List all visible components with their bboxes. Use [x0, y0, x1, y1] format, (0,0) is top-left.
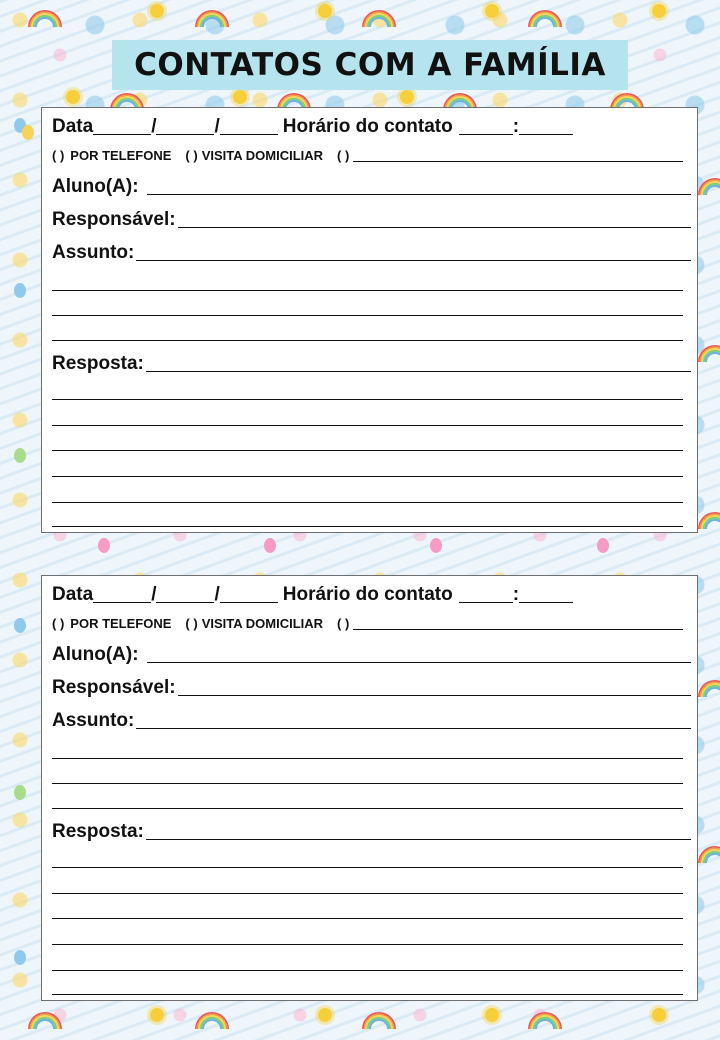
day-field[interactable] — [93, 134, 151, 135]
guardian-row — [52, 677, 691, 699]
time-separator: : — [512, 584, 520, 605]
date-time-row — [52, 116, 691, 138]
answer-line[interactable] — [52, 476, 683, 477]
sun-icon — [318, 4, 332, 18]
phone-option-label: POR TELEFONE — [70, 148, 172, 163]
date-separator: / — [214, 116, 220, 137]
subject-line[interactable] — [52, 758, 683, 759]
rainbow-icon — [528, 10, 562, 27]
sun-icon — [652, 1008, 666, 1022]
other-checkbox[interactable]: ( ) — [337, 616, 350, 631]
other-field[interactable] — [353, 161, 683, 162]
year-field[interactable] — [220, 602, 278, 603]
answer-line[interactable] — [52, 867, 683, 868]
minute-field[interactable] — [519, 134, 573, 135]
subject-line[interactable] — [52, 290, 683, 291]
balloon-icon — [264, 538, 276, 553]
sun-icon — [485, 4, 499, 18]
sun-icon — [66, 90, 80, 104]
sun-icon — [233, 90, 247, 104]
rainbow-icon — [362, 1012, 396, 1029]
balloon-icon — [98, 538, 110, 553]
subject-field[interactable] — [136, 260, 691, 261]
contact-type-row — [52, 148, 683, 163]
subject-label: Assunto: — [52, 710, 135, 731]
answer-field[interactable] — [146, 371, 691, 372]
student-field[interactable] — [147, 662, 691, 663]
subject-label: Assunto: — [52, 242, 135, 263]
sun-icon — [652, 4, 666, 18]
rainbow-icon — [195, 10, 229, 27]
minute-field[interactable] — [519, 602, 573, 603]
answer-label: Resposta: — [52, 821, 144, 842]
student-label: Aluno(A): — [52, 176, 139, 197]
guardian-field[interactable] — [178, 695, 691, 696]
contact-form-1 — [41, 107, 698, 533]
guardian-label: Responsável: — [52, 209, 176, 230]
rainbow-icon — [528, 1012, 562, 1029]
visit-option-label: VISITA DOMICILIAR — [201, 616, 324, 631]
rainbow-icon — [28, 10, 62, 27]
guardian-label: Responsável: — [52, 677, 176, 698]
balloon-icon — [14, 785, 26, 800]
visit-checkbox[interactable]: ( ) — [185, 148, 198, 163]
subject-line[interactable] — [52, 315, 683, 316]
answer-line[interactable] — [52, 944, 683, 945]
answer-label: Resposta: — [52, 353, 144, 374]
answer-line[interactable] — [52, 450, 683, 451]
balloon-icon — [22, 125, 34, 140]
date-label: Data — [52, 116, 94, 137]
balloon-icon — [430, 538, 442, 553]
time-separator: : — [512, 116, 520, 137]
subject-field[interactable] — [136, 728, 691, 729]
rainbow-icon — [698, 680, 720, 697]
day-field[interactable] — [93, 602, 151, 603]
subject-line[interactable] — [52, 808, 683, 809]
balloon-icon — [14, 283, 26, 298]
rainbow-icon — [698, 345, 720, 362]
subject-line[interactable] — [52, 783, 683, 784]
answer-row — [52, 353, 691, 375]
answer-field[interactable] — [146, 839, 691, 840]
visit-option-label: VISITA DOMICILIAR — [201, 148, 324, 163]
answer-line[interactable] — [52, 994, 683, 995]
contact-type-row — [52, 616, 683, 631]
answer-line[interactable] — [52, 526, 683, 527]
page-title: CONTATOS COM A FAMÍLIA — [134, 47, 606, 83]
visit-checkbox[interactable]: ( ) — [185, 616, 198, 631]
rainbow-icon — [698, 512, 720, 529]
month-field[interactable] — [156, 602, 214, 603]
hour-field[interactable] — [459, 134, 513, 135]
balloon-icon — [14, 448, 26, 463]
phone-checkbox[interactable]: ( ) — [52, 616, 65, 631]
rainbow-icon — [28, 1012, 62, 1029]
answer-row — [52, 821, 691, 843]
contact-form-2 — [41, 575, 698, 1001]
rainbow-icon — [698, 846, 720, 863]
balloon-icon — [14, 950, 26, 965]
title-banner — [112, 40, 628, 90]
sun-icon — [485, 1008, 499, 1022]
rainbow-icon — [362, 10, 396, 27]
subject-row — [52, 242, 691, 264]
year-field[interactable] — [220, 134, 278, 135]
sun-icon — [150, 4, 164, 18]
answer-line[interactable] — [52, 399, 683, 400]
sun-icon — [400, 90, 414, 104]
sun-icon — [150, 1008, 164, 1022]
time-label: Horário do contato — [282, 584, 453, 605]
rainbow-icon — [195, 1012, 229, 1029]
answer-line[interactable] — [52, 502, 683, 503]
other-checkbox[interactable]: ( ) — [337, 148, 350, 163]
student-row — [52, 644, 691, 666]
balloon-icon — [597, 538, 609, 553]
month-field[interactable] — [156, 134, 214, 135]
subject-row — [52, 710, 691, 732]
student-row — [52, 176, 691, 198]
date-label: Data — [52, 584, 94, 605]
phone-option-label: POR TELEFONE — [70, 616, 172, 631]
date-separator: / — [151, 584, 157, 605]
guardian-row — [52, 209, 691, 231]
subject-line[interactable] — [52, 340, 683, 341]
guardian-field[interactable] — [178, 227, 691, 228]
phone-checkbox[interactable]: ( ) — [52, 148, 65, 163]
date-separator: / — [214, 584, 220, 605]
hour-field[interactable] — [459, 602, 513, 603]
other-field[interactable] — [353, 629, 683, 630]
date-time-row — [52, 584, 691, 606]
rainbow-icon — [698, 178, 720, 195]
answer-line[interactable] — [52, 893, 683, 894]
time-label: Horário do contato — [282, 116, 453, 137]
student-field[interactable] — [147, 194, 691, 195]
balloon-icon — [14, 618, 26, 633]
answer-line[interactable] — [52, 970, 683, 971]
student-label: Aluno(A): — [52, 644, 139, 665]
sun-icon — [318, 1008, 332, 1022]
date-separator: / — [151, 116, 157, 137]
answer-line[interactable] — [52, 425, 683, 426]
answer-line[interactable] — [52, 918, 683, 919]
